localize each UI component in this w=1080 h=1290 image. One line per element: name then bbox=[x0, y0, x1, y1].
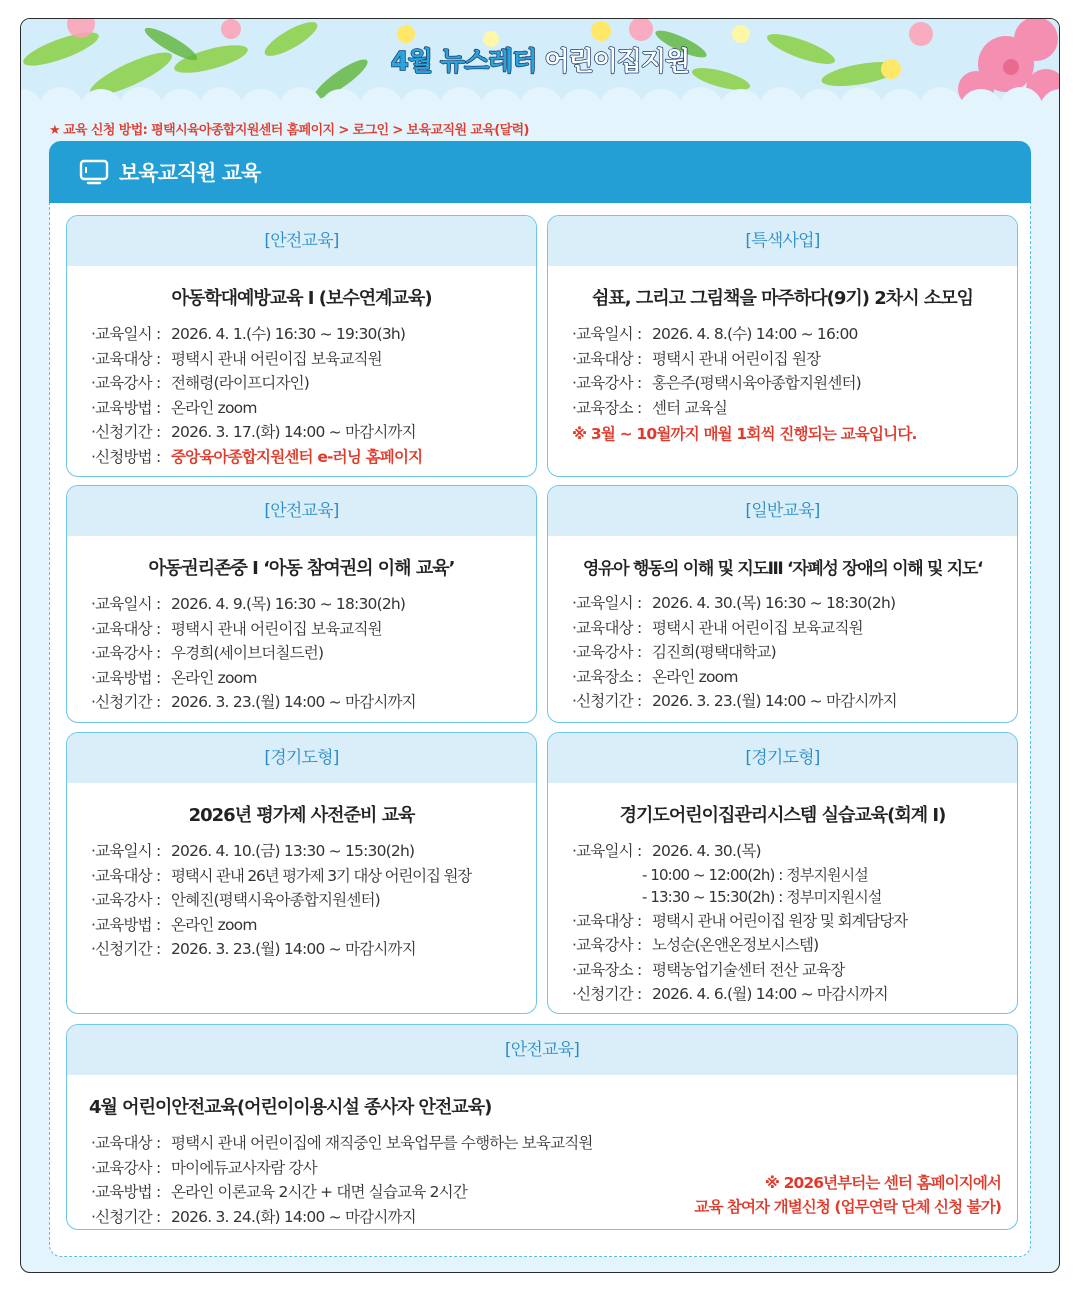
course-category: [안전교육] bbox=[67, 1025, 1017, 1075]
course-info-row: ·교육장소 : 평택농업기술센터 전산 교육장 bbox=[572, 960, 845, 979]
newsletter-frame bbox=[20, 18, 1060, 1273]
course-info-row: ·교육일시 : 2026. 4. 8.(수) 14:00 ~ 16:00 bbox=[572, 325, 858, 343]
course-title: 4월 어린이안전교육(어린이이용시설 종사자 안전교육) bbox=[89, 1097, 492, 1118]
banner-title-highlight: 4월 뉴스레터 bbox=[390, 47, 537, 77]
course-category: [일반교육] bbox=[548, 486, 1017, 536]
course-time-slot: - 13:30 ~ 15:30(2h) : 정부미지원시설 bbox=[642, 888, 882, 906]
course-title: 쉼표, 그리고 그림책을 마주하다(9기) 2차시 소모임 bbox=[591, 288, 974, 309]
notice-text: 교육 신청 방법: 평택시육아종합지원센터 홈페이지 > 로그인 > 보육교직원 교육(달력) bbox=[63, 123, 529, 138]
course-card-wide bbox=[66, 1024, 1018, 1230]
course-info-row: ·신청기간 : 2026. 3. 23.(월) 14:00 ~ 마감시까지 bbox=[572, 692, 897, 710]
course-info-row: ·교육일시 : 2026. 4. 30.(목) 16:30 ~ 18:30(2h) bbox=[572, 594, 896, 612]
course-info-row: ·교육일시 : 2026. 4. 10.(금) 13:30 ~ 15:30(2h) bbox=[91, 842, 415, 860]
course-info-row: ·교육일시 : 2026. 4. 30.(목) bbox=[572, 842, 761, 860]
course-info-row: ·교육방법 : 온라인 zoom bbox=[91, 398, 257, 417]
course-category: [안전교육] bbox=[67, 216, 536, 266]
course-info-row: ·교육장소 : 온라인 zoom bbox=[572, 667, 738, 686]
course-note: ※ 3월 ~ 10월까지 매월 1회씩 진행되는 교육입니다. bbox=[572, 425, 917, 443]
course-info-row: ·교육강사 : 안혜진(평택시육아종합지원센터) bbox=[91, 891, 380, 909]
panel-title: 보육교직원 교육 bbox=[119, 161, 261, 185]
course-title: 2026년 평가제 사전준비 교육 bbox=[188, 805, 415, 826]
course-category: [경기도형] bbox=[548, 733, 1017, 783]
course-title: 아동학대예방교육 Ⅰ (보수연계교육) bbox=[171, 288, 432, 309]
course-info-row: ·교육강사 : 마이에듀교사자람 강사 bbox=[91, 1158, 317, 1177]
monitor-icon bbox=[79, 158, 109, 186]
course-info-row: ·신청기간 : 2026. 3. 23.(월) 14:00 ~ 마감시까지 bbox=[91, 693, 416, 711]
course-info-row: ·교육방법 : 온라인 zoom bbox=[91, 668, 257, 687]
course-card bbox=[547, 485, 1018, 723]
application-link-text: 중앙육아종합지원센터 e-러닝 홈페이지 bbox=[171, 447, 423, 466]
course-category: [특색사업] bbox=[548, 216, 1017, 266]
course-info-row: ·신청기간 : 2026. 3. 17.(화) 14:00 ~ 마감시까지 bbox=[91, 423, 416, 441]
banner-title-rest: 어린이집지원 bbox=[544, 47, 690, 77]
star-icon: ★ bbox=[49, 123, 61, 138]
course-info-row: ·신청기간 : 2026. 4. 6.(월) 14:00 ~ 마감시까지 bbox=[572, 985, 888, 1003]
course-card bbox=[66, 485, 537, 723]
course-title: 경기도어린이집관리시스템 실습교육(회계 Ⅰ) bbox=[619, 805, 946, 826]
course-info-row: ·교육장소 : 센터 교육실 bbox=[572, 398, 727, 417]
course-info-row: ·교육강사 : 전해령(라이프디자인) bbox=[91, 374, 310, 392]
course-info-row: ·교육강사 : 우경희(세이브더칠드런) bbox=[91, 644, 324, 662]
course-info-row: ·교육대상 : 평택시 관내 어린이집 원장 bbox=[572, 349, 821, 368]
course-info-row: ·교육방법 : 온라인 zoom bbox=[91, 915, 257, 934]
course-info-row: ·교육대상 : 평택시 관내 26년 평가제 3기 대상 어린이집 원장 bbox=[91, 866, 471, 885]
course-info-row: ·교육방법 : 온라인 이론교육 2시간 + 대면 실습교육 2시간 bbox=[91, 1183, 468, 1201]
registration-note: ※ 2026년부터는 센터 홈페이지에서 교육 참여자 개별신청 (업무연락 단체 신청 불가) bbox=[694, 1174, 1001, 1216]
course-info-row: ·교육일시 : 2026. 4. 1.(수) 16:30 ~ 19:30(3h) bbox=[91, 325, 406, 343]
course-info-row: ·신청방법 : 중앙육아종합지원센터 e-러닝 홈페이지 bbox=[91, 445, 536, 470]
course-info-row: ·교육대상 : 평택시 관내 어린이집에 재직중인 보육업무를 수행하는 보육교직원 bbox=[91, 1134, 593, 1152]
course-title: 아동권리존중 Ⅰ ‘아동 참여권의 이해 교육’ bbox=[148, 558, 455, 579]
banner bbox=[21, 19, 1059, 101]
course-info-row: ·교육대상 : 평택시 관내 어린이집 보육교직원 bbox=[572, 618, 863, 637]
course-card bbox=[547, 215, 1018, 477]
course-info-row: ·신청기간 : 2026. 3. 24.(화) 14:00 ~ 마감시까지 bbox=[91, 1207, 416, 1226]
course-info-row: ·교육대상 : 평택시 관내 어린이집 원장 및 회계담당자 bbox=[572, 911, 907, 930]
staff-education-panel bbox=[49, 141, 1031, 1257]
course-info-row: ·교육강사 : 노성순(온앤온정보시스템) bbox=[572, 936, 819, 954]
course-info-row: ·교육강사 : 홍은주(평택시육아종합지원센터) bbox=[572, 374, 861, 392]
application-notice bbox=[49, 119, 529, 138]
course-category: [안전교육] bbox=[67, 486, 536, 536]
course-title: 영유아 행동의 이해 및 지도Ⅲ ‘자폐성 장애의 이해 및 지도‘ bbox=[582, 559, 983, 579]
course-card bbox=[547, 732, 1018, 1014]
course-info-row: ·교육일시 : 2026. 4. 9.(목) 16:30 ~ 18:30(2h) bbox=[91, 595, 406, 613]
course-info-row: ·교육대상 : 평택시 관내 어린이집 보육교직원 bbox=[91, 619, 382, 638]
course-info-row: ·신청기간 : 2026. 3. 23.(월) 14:00 ~ 마감시까지 bbox=[91, 940, 416, 958]
course-info-row: ·교육강사 : 김진희(평택대학교) bbox=[572, 643, 776, 661]
course-card bbox=[66, 215, 537, 477]
course-category: [경기도형] bbox=[67, 733, 536, 783]
banner-title bbox=[21, 41, 1059, 78]
course-time-slot: - 10:00 ~ 12:00(2h) : 정부지원시설 bbox=[642, 865, 868, 884]
course-card bbox=[66, 732, 537, 1014]
course-info-row: ·교육대상 : 평택시 관내 어린이집 보육교직원 bbox=[91, 349, 382, 368]
panel-header bbox=[49, 141, 1031, 203]
